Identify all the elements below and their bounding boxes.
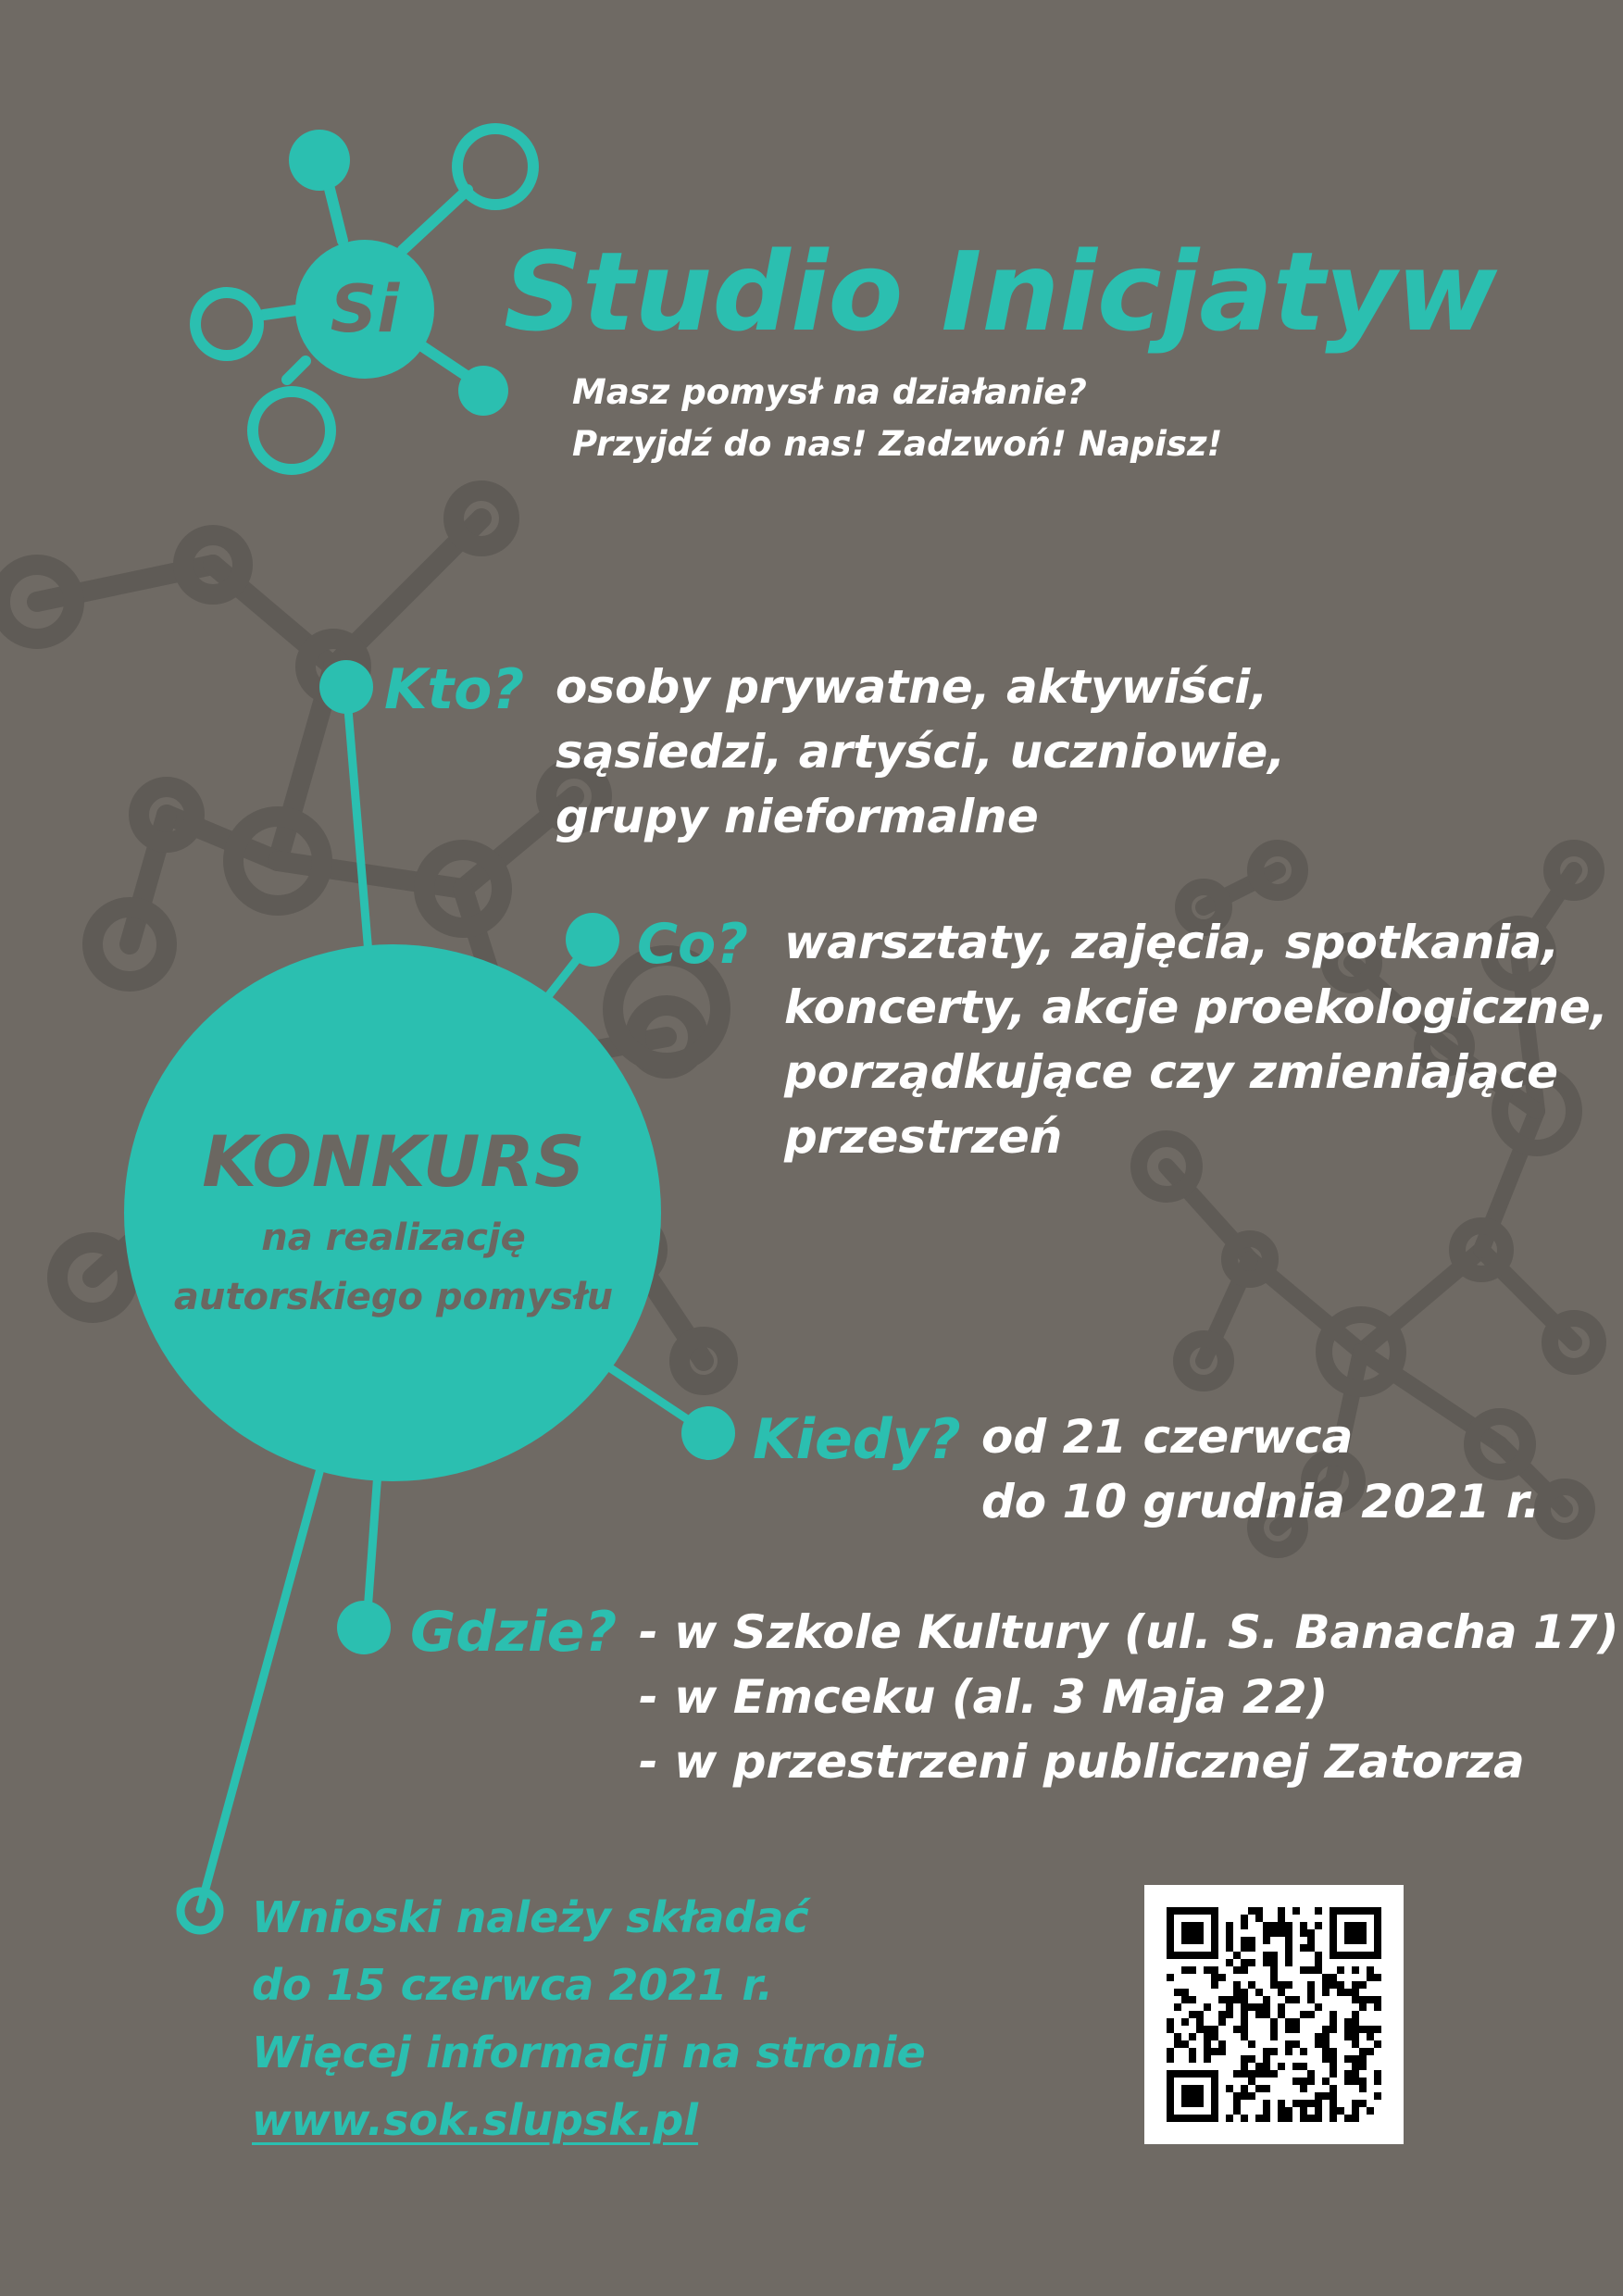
kiedy-text <box>981 1404 1540 1534</box>
molecule-logo-icon <box>195 129 533 469</box>
konkurs-title: KONKURS <box>202 1120 585 1203</box>
co-label: Co? <box>637 912 749 977</box>
gdzie-line: - w Emceku (al. 3 Maja 22) <box>639 1670 1329 1724</box>
co-text <box>784 910 1608 1169</box>
co-line: przestrzeń <box>784 1110 1063 1164</box>
kiedy-line: od 21 czerwca <box>981 1410 1354 1464</box>
kto-line: sąsiedzi, artyści, uczniowie, <box>556 725 1286 779</box>
kto-text <box>556 655 1285 849</box>
co-line: koncerty, akcje proekologiczne, <box>784 980 1608 1034</box>
footer-line: Więcej informacji na stronie <box>252 2028 926 2078</box>
footer-line: do 15 czerwca 2021 r. <box>252 1960 773 2010</box>
kto-line: grupy nieformalne <box>556 790 1039 843</box>
logo-initials: Si <box>330 271 400 347</box>
footer-info <box>252 1884 926 2154</box>
kiedy-node-icon <box>681 1406 735 1460</box>
gdzie-node-icon <box>337 1601 391 1654</box>
co-line: warsztaty, zajęcia, spotkania, <box>784 916 1560 969</box>
qr-code-graphic <box>1144 1885 1404 2144</box>
kiedy-label: Kiedy? <box>753 1407 961 1472</box>
footer-line: Wnioski należy składać <box>252 1892 809 1942</box>
gdzie-text <box>639 1600 1618 1794</box>
konkurs-subtitle-line: na realizację <box>261 1217 526 1259</box>
qr-code-icon[interactable] <box>1144 1885 1404 2144</box>
tagline-line: Przyjdź do nas! Zadzwoń! Napisz! <box>572 424 1223 464</box>
konkurs-subtitle <box>120 1208 667 1327</box>
co-line: porządkujące czy zmieniające <box>784 1045 1559 1099</box>
gdzie-label: Gdzie? <box>410 1600 618 1665</box>
kiedy-line: do 10 grudnia 2021 r. <box>981 1475 1541 1529</box>
tagline <box>572 367 1222 470</box>
brand-title: Studio Inicjatyw <box>504 228 1498 356</box>
kto-node-icon <box>319 660 373 714</box>
website-link[interactable]: www.sok.slupsk.pl <box>252 2095 699 2145</box>
gdzie-line: - w przestrzeni publicznej Zatorza <box>639 1735 1525 1789</box>
co-node-icon <box>566 913 619 967</box>
gdzie-line: - w Szkole Kultury (ul. S. Banacha 17) <box>639 1605 1619 1659</box>
kto-label: Kto? <box>384 657 525 722</box>
tagline-line: Masz pomysł na działanie? <box>572 372 1087 412</box>
konkurs-subtitle-line: autorskiego pomysłu <box>173 1276 614 1318</box>
kto-line: osoby prywatne, aktywiści, <box>556 660 1268 714</box>
